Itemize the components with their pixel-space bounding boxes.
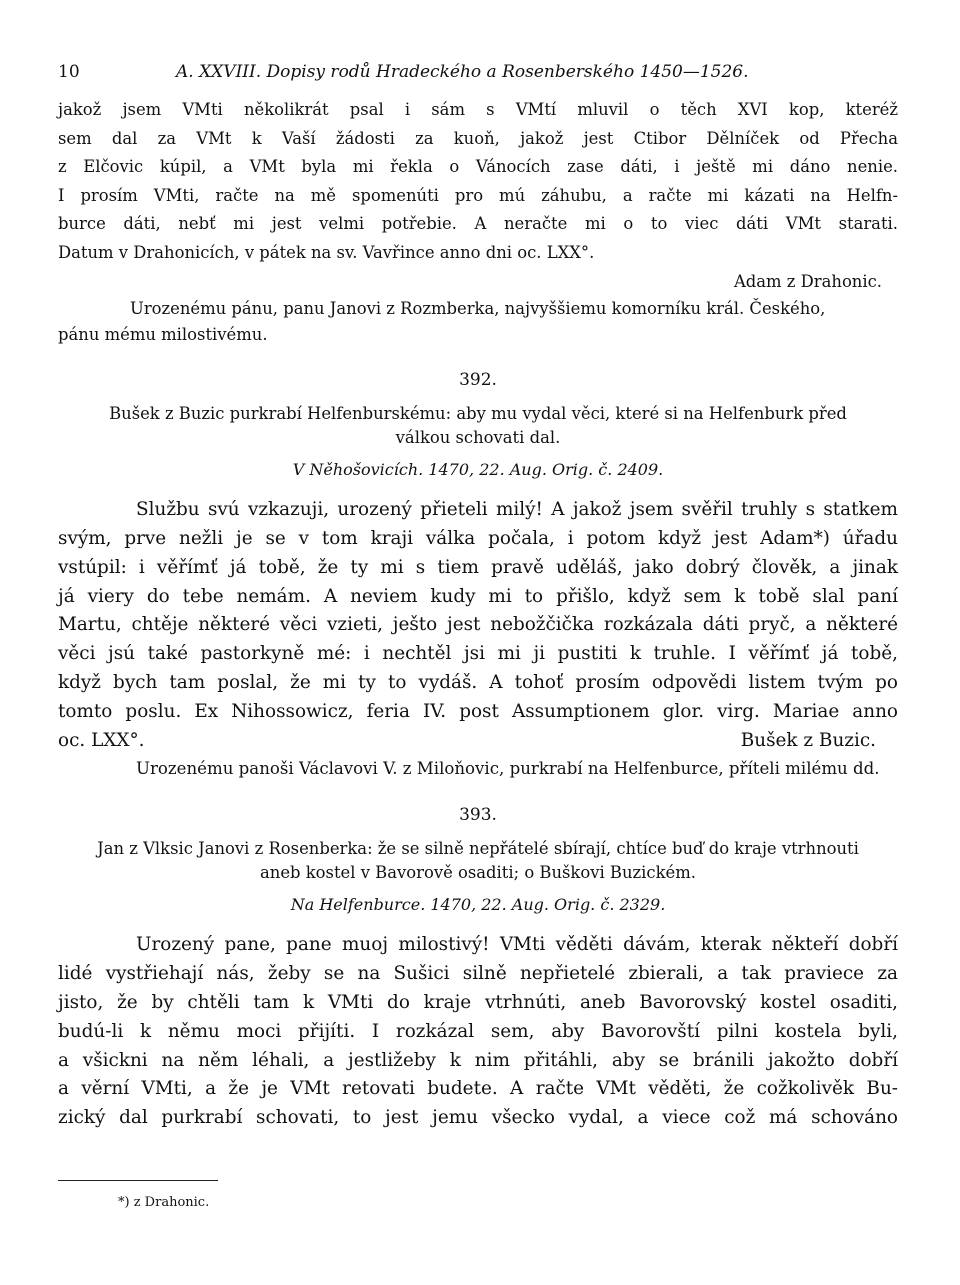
letter-392-address: Urozenému panoši Václavovi V. z Miloňovic, purkrabí na Helfenburce, příteli milému dd. — [136, 759, 880, 779]
text-line: sem dal za VMt k Vaší žádosti za kuoň, jakož jest Ctibor Dělníček od Přecha — [58, 128, 898, 148]
text-line: zický dal purkrabí schovati, to jest jemu všecko vydal, a viece což má schováno — [58, 1107, 898, 1129]
text-line: svým, prve nežli je se v tom kraji válka počala, i potom když jest Adam*) úřadu — [58, 527, 898, 549]
text-line: Martu, chtěje některé věci vzieti, ješto jest nebožčička rozkázala dáti pryč, a některé — [58, 614, 898, 636]
text-line: Datum v Drahonicích, v pátek na sv. Vavřince anno dni oc. LXX°. — [58, 242, 595, 262]
running-head — [58, 62, 898, 96]
footnote: *) z Drahonic. — [118, 1195, 210, 1210]
regest-line: Jan z Vlksic Janovi z Rosenberka: že se silně nepřátelé sbírají, chtíce buď do kraje vtrhnouti — [97, 839, 859, 859]
regest-line: Bušek z Buzic purkrabí Helfenburskému: aby mu vydal věci, které si na Helfenburk před — [109, 404, 847, 424]
text-line: z Elčovic kúpil, a VMt byla mi řekla o Vánocích zase dáti, i ještě mi dáno nenie. — [58, 157, 898, 177]
document-number-393: 393. — [459, 805, 497, 826]
text-line: věci jsú také pastorkyně mé: i nechtěl jsi mi ji pustiti k truhle. I věřímť já tobě, — [58, 643, 898, 665]
letter-392-closing — [58, 727, 898, 756]
letter-393-text — [58, 931, 898, 1133]
address-line: pánu mému milostivému. — [58, 325, 268, 345]
regest-line: aneb kostel v Bavorově osaditi; o Buškovi Buzickém. — [260, 863, 696, 883]
letter-392-text — [58, 496, 898, 726]
address-line: Urozenému pánu, panu Janovi z Rozmberka, najvyššiemu komorníku král. Českého, — [130, 299, 826, 319]
text-line: když bych tam poslal, že mi ty to vydáš. A tohoť prosím odpovědi listem tvým po — [58, 671, 898, 693]
letter-391-signature: Adam z Drahonic. — [733, 271, 882, 291]
text-line: tomto poslu. Ex Nihossowicz, feria IV. post Assumptionem glor. virg. Mariae anno — [58, 700, 898, 722]
letter-391-text — [58, 96, 898, 268]
letter-392-regest — [58, 402, 898, 450]
text-line: jakož jsem VMti několikrát psal i sám s VMtí mluvil o těch XVI kop, kteréž — [58, 100, 898, 119]
text-line: já viery do tebe nemám. A neviem kudy mi to přišlo, když sem k tobě slal paní — [58, 585, 898, 607]
text-line: a věrní VMti, a že je VMt retovati budete. A račte VMt věděti, že cožkolivěk Bu- — [58, 1078, 898, 1100]
text-line: vstúpil: i věřímť já tobě, že ty mi s tiem pravě uděláš, jako dobrý člověk, a jinak — [58, 556, 898, 578]
page — [58, 62, 898, 1133]
text-line: Urozený pane, pane muoj milostivý! VMti věděti dávám, kterak někteří dobří — [136, 934, 898, 956]
running-title: A. XXVIII. Dopisy rodů Hradeckého a Rosenberského 1450—1526. — [176, 62, 749, 82]
letter-392-signature: Bušek z Buzic. — [740, 729, 876, 751]
text-line: lidé vystřiehají nás, žeby se na Sušici silně nepřietelé zbierali, a tak praviece za — [58, 963, 898, 985]
regest-line: válkou schovati dal. — [395, 428, 561, 448]
text-line: burce dáti, nebť mi jest velmi potřebie. A neračte mi o to viec dáti VMt starati. — [58, 214, 898, 234]
letter-392-dateline: V Něhošovicích. 1470, 22. Aug. Orig. č. 2409. — [292, 460, 664, 480]
page-number: 10 — [58, 62, 80, 82]
text-line: budú-li k němu moci přijíti. I rozkázal sem, aby Bavorovští pilni kostela byli, — [58, 1020, 898, 1042]
text-line: a všickni na něm léhali, a jestližeby k nim přitáhli, aby se bránili jakožto dobří — [58, 1049, 898, 1071]
letter-393-regest — [58, 837, 898, 885]
closing-date: oc. LXX°. — [58, 729, 145, 751]
letter-391-address — [58, 296, 898, 348]
letter-393-dateline: Na Helfenburce. 1470, 22. Aug. Orig. č. 2329. — [290, 895, 666, 915]
text-line: jisto, že by chtěli tam k VMti do kraje vtrhnúti, aneb Bavorovský kostel osaditi, — [58, 991, 898, 1013]
text-line: I prosím VMti, račte na mě spomenúti pro mú záhubu, a račte mi kázati na Helfn- — [58, 185, 898, 205]
text-line: Službu svú vzkazuji, urozený přieteli milý! A jakož jsem svěřil truhly s statkem — [136, 499, 898, 521]
footnote-divider — [58, 1180, 218, 1181]
document-number-392: 392. — [459, 370, 497, 391]
